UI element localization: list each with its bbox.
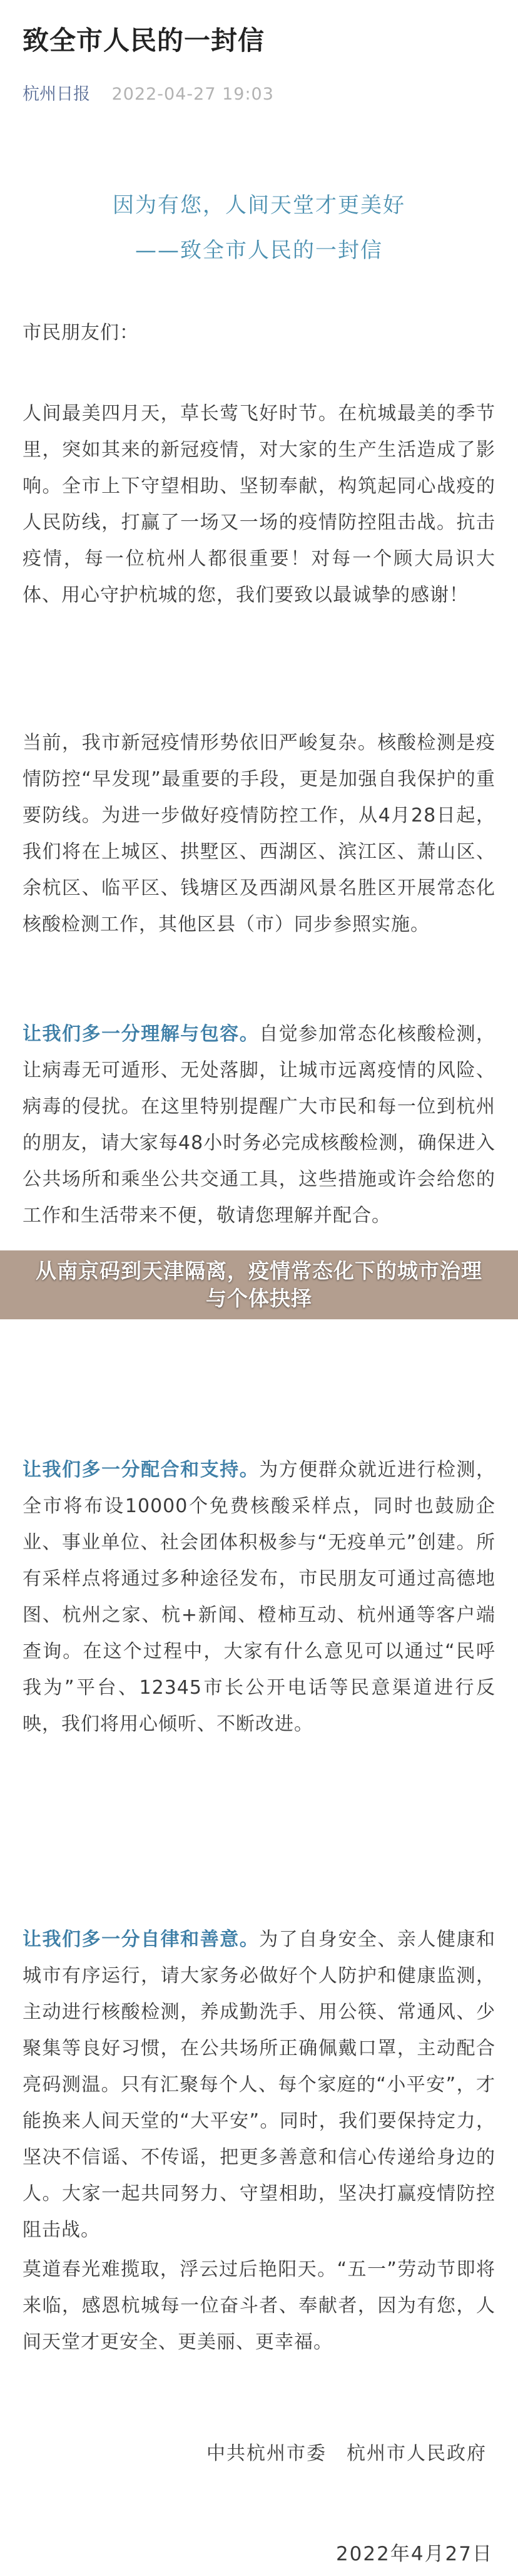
paragraph-3-text: 自觉参加常态化核酸检测，让病毒无可遁形、无处落脚，让城市远离疫情的风险、病毒的侵扰。在这里特别提醒广大市民和每一位到杭州的朋友，请大家每48小时务必完成核酸检测，确保进入公共场所和乘坐公共交通工具，这些措施或许会给您的工作和生活带来不便，敬请您理解并配合。 (23, 1023, 496, 1227)
article-date: 2022-04-27 19:03 (111, 85, 274, 104)
signature-orgs: 中共杭州市委 杭州市人民政府 (206, 2443, 487, 2465)
paragraph-2: 当前，我市新冠疫情形势依旧严峻复杂。核酸检测是疫情防控“早发现”最重要的手段，更是加强自我保护的重要防线。为进一步做好疫情防控工作，从4月28日起，我们将在上城区、拱墅区、西湖区、滨江区、萧山区、余杭区、临平区、钱塘区及西湖风景名胜区开展常态化核酸检测工作，其他区县（市）同步参照实施。 (23, 732, 495, 935)
caption-line-1: 从南京码到天津隔离，疫情常态化下的城市治理 (36, 1259, 482, 1283)
paragraph-3-lead: 让我们多一分理解与包容。 (23, 1023, 260, 1045)
paragraph-4-lead: 让我们多一分配合和支持。 (23, 1459, 260, 1481)
paragraph-6: 莫道春光难揽取，浮云过后艳阳天。“五一”劳动节即将来临，感恩杭城每一位奋斗者、奉献者，因为有您，人间天堂才更安全、更美丽、更幸福。 (23, 2259, 495, 2353)
article-title: 致全市人民的一封信 (23, 25, 265, 56)
headline-line-1: 因为有您，人间天堂才更美好 (113, 193, 405, 218)
paragraph-4 (23, 1452, 495, 1743)
paragraph-3 (23, 1016, 495, 1234)
paragraph-5-lead: 让我们多一分自律和善意。 (23, 1929, 260, 1950)
article-source-link[interactable]: 杭州日报 (23, 85, 90, 104)
signature-date: 2022年4月27日 (335, 2543, 493, 2565)
paragraph-4-text: 为方便群众就近进行检测，全市将布设10000个免费核酸采样点，同时也鼓励企业、事业单位、社会团体积极参与“无疫单元”创建。所有采样点将通过多种途径发布，市民朋友可通过高德地图、杭州之家、杭+新闻、橙柿互动、杭州通等客户端查询。在这个过程中，大家有什么意见可以通过“民呼我为”平台、12345市长公开电话等民意渠道进行反映，我们将用心倾听、不断改进。 (23, 1459, 496, 1735)
caption-overlay (0, 1250, 518, 1319)
paragraph-5 (23, 1922, 495, 2249)
paragraph-5-text: 为了自身安全、亲人健康和城市有序运行，请大家务必做好个人防护和健康监测，主动进行核酸检测，养成勤洗手、用公筷、常通风、少聚集等良好习惯，在公共场所正确佩戴口罩，主动配合亮码测温。只有汇聚每个人、每个家庭的“小平安”，才能换来人间天堂的“大平安”。同时，我们要保持定力，坚决不信谣、不传谣，把更多善意和信心传递给身边的人。大家一起共同努力、守望相助，坚决打赢疫情防控阻击战。 (23, 1929, 496, 2241)
caption-line-2: 与个体抉择 (206, 1286, 312, 1311)
headline-line-2: ——致全市人民的一封信 (135, 238, 383, 263)
paragraph-1: 人间最美四月天，草长莺飞好时节。在杭城最美的季节里，突如其来的新冠疫情，对大家的生产生活造成了影响。全市上下守望相助、坚韧奉献，构筑起同心战疫的人民防线，打赢了一场又一场的疫情防控阻击战。抗击疫情，每一位杭州人都很重要！对每一个顾大局识大体、用心守护杭城的您，我们要致以最诚挚的感谢！ (23, 403, 495, 606)
article-meta (23, 80, 274, 105)
greeting: 市民朋友们： (23, 322, 139, 344)
